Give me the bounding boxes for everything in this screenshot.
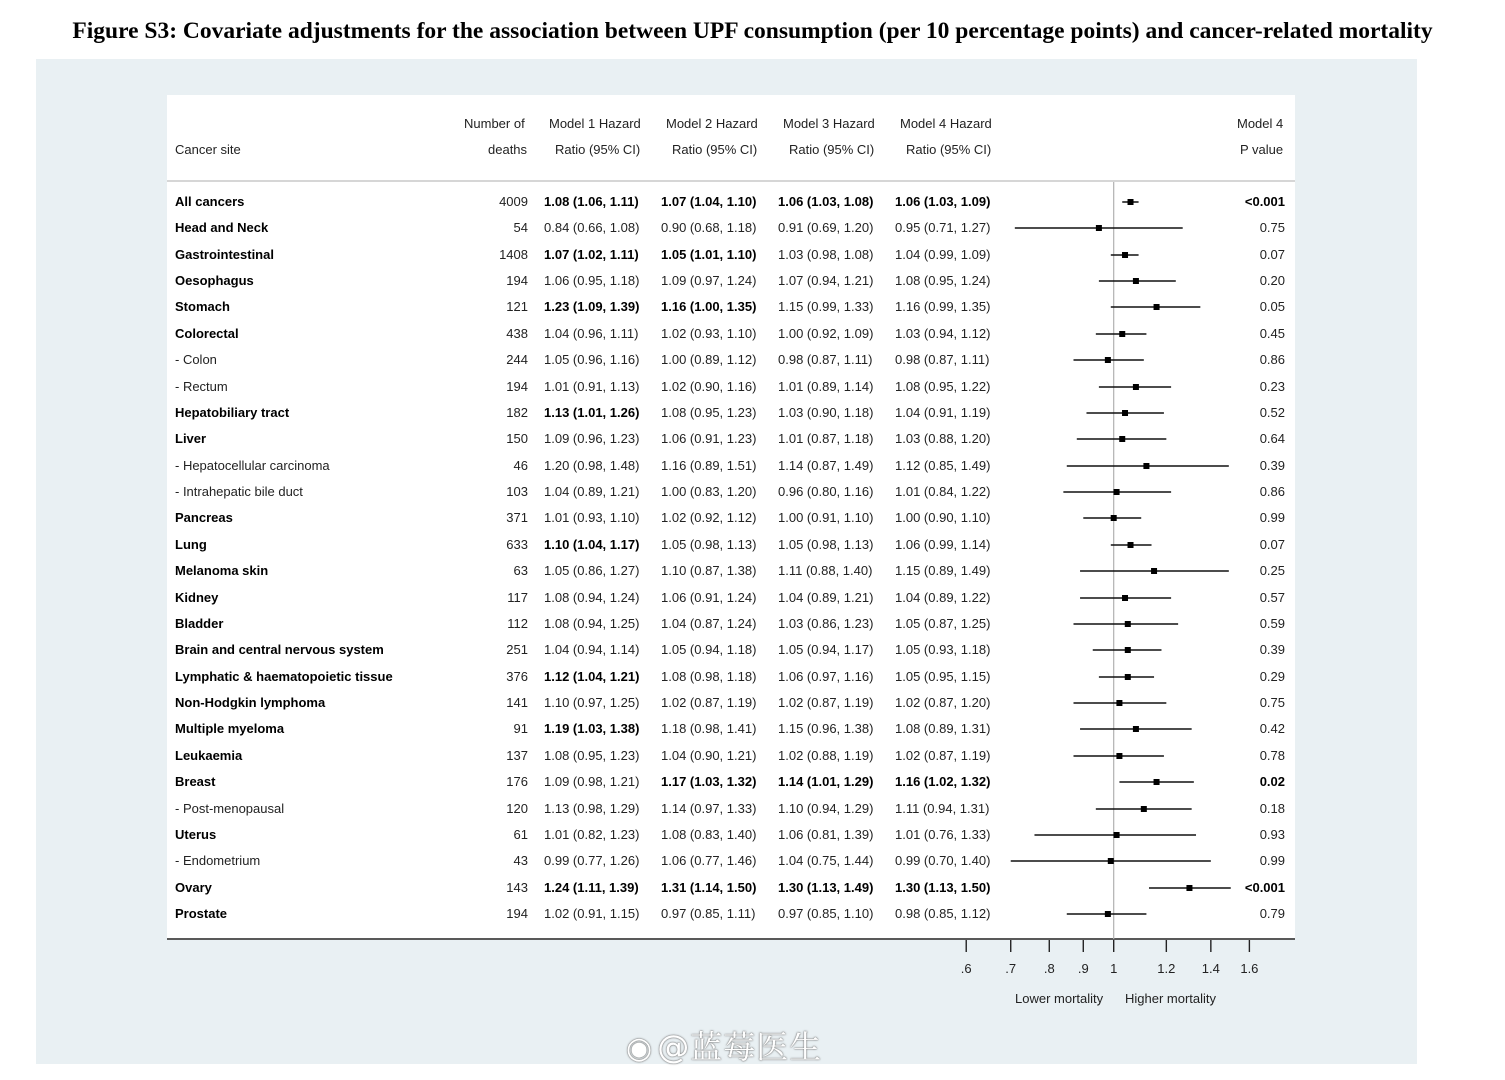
hr-point — [1186, 885, 1192, 891]
hr-point — [1108, 858, 1114, 864]
model1-hr-value: 1.10 (0.97, 1.25) — [544, 695, 640, 710]
model4-hr-value: 1.05 (0.87, 1.25) — [895, 616, 991, 631]
model2-hr-value: 1.00 (0.89, 1.12) — [661, 352, 757, 367]
model4-hr-value: 1.04 (0.91, 1.19) — [895, 405, 991, 420]
model4-hr-value: 1.02 (0.87, 1.19) — [895, 748, 991, 763]
hr-point — [1116, 753, 1122, 759]
model2-hr-value: 1.09 (0.97, 1.24) — [661, 273, 757, 288]
header-pvalue-line2: P value — [1240, 142, 1284, 157]
model4-p-value: 0.02 — [1259, 774, 1285, 789]
hr-point — [1141, 806, 1147, 812]
model4-p-value: 0.07 — [1259, 537, 1285, 552]
model4-hr-value: 1.05 (0.93, 1.18) — [895, 642, 991, 657]
model4-hr-value: 1.01 (0.84, 1.22) — [895, 484, 991, 499]
model4-hr-value: 1.01 (0.76, 1.33) — [895, 827, 991, 842]
header-model2-line2: Ratio (95% CI) — [672, 142, 758, 157]
model2-hr-value: 1.04 (0.90, 1.21) — [661, 748, 757, 763]
model4-p-value: 0.18 — [1259, 801, 1285, 816]
model1-hr-value: 1.04 (0.94, 1.14) — [544, 642, 640, 657]
hr-point — [1105, 911, 1111, 917]
hr-point — [1133, 278, 1139, 284]
hr-point — [1119, 331, 1125, 337]
model4-p-value: 0.07 — [1259, 247, 1285, 262]
hr-point — [1119, 436, 1125, 442]
hr-point — [1114, 489, 1120, 495]
model2-hr-value: 1.06 (0.91, 1.23) — [661, 431, 757, 446]
model4-hr-value: 1.08 (0.95, 1.22) — [895, 379, 991, 394]
hr-point — [1128, 199, 1134, 205]
model3-hr-value: 0.97 (0.85, 1.10) — [778, 906, 874, 921]
header-model1-line2: Ratio (95% CI) — [555, 142, 641, 157]
deaths-value: 194 — [506, 906, 528, 921]
cancer-site-label: Prostate — [175, 906, 228, 921]
model3-hr-value: 1.03 (0.90, 1.18) — [778, 405, 874, 420]
model4-p-value: 0.86 — [1259, 484, 1285, 499]
cancer-site-label: Leukaemia — [175, 748, 243, 763]
cancer-site-label: Stomach — [175, 299, 230, 314]
cancer-site-label: Bladder — [175, 616, 224, 631]
cancer-site-label: - Endometrium — [175, 853, 261, 868]
deaths-value: 194 — [506, 379, 528, 394]
model3-hr-value: 1.01 (0.89, 1.14) — [778, 379, 874, 394]
cancer-site-label: Multiple myeloma — [175, 721, 285, 736]
x-tick-label: 1.4 — [1201, 961, 1220, 976]
model4-p-value: 0.59 — [1259, 616, 1285, 631]
deaths-value: 371 — [506, 510, 528, 525]
deaths-value: 251 — [506, 642, 528, 657]
model3-hr-value: 1.15 (0.96, 1.38) — [778, 721, 874, 736]
deaths-value: 103 — [506, 484, 528, 499]
deaths-value: 61 — [513, 827, 528, 842]
cancer-site-label: Uterus — [175, 827, 217, 842]
model4-p-value: 0.75 — [1259, 220, 1285, 235]
model3-hr-value: 1.11 (0.88, 1.40) — [778, 563, 873, 578]
model4-hr-value: 0.98 (0.87, 1.11) — [895, 352, 990, 367]
deaths-value: 150 — [506, 431, 528, 446]
model2-hr-value: 1.02 (0.93, 1.10) — [661, 326, 757, 341]
deaths-value: 117 — [507, 590, 528, 605]
hr-point — [1154, 304, 1160, 310]
hr-point — [1133, 726, 1139, 732]
model2-hr-value: 1.06 (0.77, 1.46) — [661, 853, 757, 868]
model4-hr-value: 1.16 (1.02, 1.32) — [895, 774, 991, 789]
model4-p-value: <0.001 — [1244, 194, 1285, 209]
model4-p-value: 0.99 — [1259, 853, 1285, 868]
cancer-site-label: Pancreas — [175, 510, 233, 525]
model1-hr-value: 1.01 (0.82, 1.23) — [544, 827, 640, 842]
model3-hr-value: 1.10 (0.94, 1.29) — [778, 801, 874, 816]
deaths-value: 438 — [506, 326, 528, 341]
model3-hr-value: 1.05 (0.98, 1.13) — [778, 537, 874, 552]
model3-hr-value: 1.02 (0.87, 1.19) — [778, 695, 874, 710]
model2-hr-value: 1.05 (0.94, 1.18) — [661, 642, 757, 657]
model2-hr-value: 1.18 (0.98, 1.41) — [661, 721, 757, 736]
model4-hr-value: 1.04 (0.99, 1.09) — [895, 247, 991, 262]
deaths-value: 141 — [506, 695, 528, 710]
x-tick-label: .6 — [960, 961, 972, 976]
model1-hr-value: 1.13 (1.01, 1.26) — [544, 405, 640, 420]
model2-hr-value: 1.00 (0.83, 1.20) — [661, 484, 757, 499]
cancer-site-label: - Post-menopausal — [175, 801, 285, 816]
model4-hr-value: 1.04 (0.89, 1.22) — [895, 590, 991, 605]
model3-hr-value: 1.07 (0.94, 1.21) — [778, 273, 874, 288]
deaths-value: 43 — [513, 853, 528, 868]
deaths-value: 182 — [506, 405, 528, 420]
model2-hr-value: 1.02 (0.87, 1.19) — [661, 695, 757, 710]
model4-p-value: 0.39 — [1259, 642, 1285, 657]
model4-p-value: 0.25 — [1259, 563, 1285, 578]
model2-hr-value: 1.04 (0.87, 1.24) — [661, 616, 757, 631]
model4-p-value: 0.39 — [1259, 458, 1285, 473]
model1-hr-value: 1.05 (0.96, 1.16) — [544, 352, 640, 367]
deaths-value: 143 — [506, 880, 528, 895]
model4-p-value: 0.78 — [1259, 748, 1285, 763]
header-deaths-line1: Number of — [464, 116, 525, 131]
model4-p-value: 0.75 — [1259, 695, 1285, 710]
model4-p-value: 0.45 — [1259, 326, 1285, 341]
model3-hr-value: 1.06 (0.97, 1.16) — [778, 669, 874, 684]
model1-hr-value: 1.01 (0.91, 1.13) — [544, 379, 640, 394]
header-model3-line1: Model 3 Hazard — [783, 116, 875, 131]
model2-hr-value: 0.97 (0.85, 1.11) — [661, 906, 756, 921]
hr-point — [1096, 225, 1102, 231]
model3-hr-value: 1.30 (1.13, 1.49) — [778, 880, 874, 895]
model4-hr-value: 1.06 (1.03, 1.09) — [895, 194, 991, 209]
model3-hr-value: 1.00 (0.92, 1.09) — [778, 326, 874, 341]
model1-hr-value: 0.99 (0.77, 1.26) — [544, 853, 640, 868]
header-model4-line1: Model 4 Hazard — [900, 116, 992, 131]
deaths-value: 244 — [506, 352, 528, 367]
cancer-site-label: - Hepatocellular carcinoma — [175, 458, 330, 473]
model4-hr-value: 1.11 (0.94, 1.31) — [895, 801, 990, 816]
model3-hr-value: 1.14 (0.87, 1.49) — [778, 458, 874, 473]
model1-hr-value: 1.05 (0.86, 1.27) — [544, 563, 640, 578]
model4-hr-value: 1.03 (0.94, 1.12) — [895, 326, 991, 341]
model1-hr-value: 1.04 (0.89, 1.21) — [544, 484, 640, 499]
deaths-value: 376 — [506, 669, 528, 684]
hr-point — [1111, 515, 1117, 521]
cancer-site-label: Colorectal — [175, 326, 239, 341]
model3-hr-value: 1.04 (0.75, 1.44) — [778, 853, 874, 868]
deaths-value: 54 — [513, 220, 528, 235]
model3-hr-value: 0.96 (0.80, 1.16) — [778, 484, 874, 499]
model1-hr-value: 1.20 (0.98, 1.48) — [544, 458, 640, 473]
x-tick-label: .9 — [1077, 961, 1089, 976]
cancer-site-label: Oesophagus — [175, 273, 254, 288]
model1-hr-value: 1.09 (0.96, 1.23) — [544, 431, 640, 446]
model4-hr-value: 1.00 (0.90, 1.10) — [895, 510, 991, 525]
model4-hr-value: 0.95 (0.71, 1.27) — [895, 220, 991, 235]
model3-hr-value: 1.00 (0.91, 1.10) — [778, 510, 874, 525]
cancer-site-label: Melanoma skin — [175, 563, 269, 578]
deaths-value: 120 — [506, 801, 528, 816]
lower-mortality-label: Lower mortality — [1015, 991, 1104, 1006]
model4-p-value: 0.20 — [1259, 273, 1285, 288]
model1-hr-value: 1.12 (1.04, 1.21) — [544, 669, 640, 684]
model4-hr-value: 1.15 (0.89, 1.49) — [895, 563, 991, 578]
model2-hr-value: 1.08 (0.83, 1.40) — [661, 827, 757, 842]
hr-point — [1122, 252, 1128, 258]
hr-point — [1154, 779, 1160, 785]
cancer-site-label: Brain and central nervous system — [175, 642, 384, 657]
x-tick-label: 1 — [1110, 961, 1118, 976]
model1-hr-value: 1.09 (0.98, 1.21) — [544, 774, 640, 789]
model1-hr-value: 1.10 (1.04, 1.17) — [544, 537, 640, 552]
model4-p-value: 0.93 — [1259, 827, 1285, 842]
model4-p-value: 0.99 — [1259, 510, 1285, 525]
deaths-value: 633 — [506, 537, 528, 552]
model2-hr-value: 1.17 (1.03, 1.32) — [661, 774, 757, 789]
model2-hr-value: 1.31 (1.14, 1.50) — [661, 880, 757, 895]
figure-title: Figure S3: Covariate adjustments for the association between UPF consumption (per 10 percentage points) and cancer-related mortality — [72, 18, 1433, 44]
model4-hr-value: 1.16 (0.99, 1.35) — [895, 299, 991, 314]
x-tick-label: .7 — [1005, 961, 1017, 976]
deaths-value: 176 — [506, 774, 528, 789]
cancer-site-label: - Rectum — [175, 379, 228, 394]
cancer-site-label: - Intrahepatic bile duct — [175, 484, 303, 499]
header-model4-line2: Ratio (95% CI) — [906, 142, 992, 157]
model1-hr-value: 1.02 (0.91, 1.15) — [544, 906, 640, 921]
model2-hr-value: 1.05 (0.98, 1.13) — [661, 537, 757, 552]
cancer-site-label: Head and Neck — [175, 220, 269, 235]
cancer-site-label: Kidney — [175, 590, 219, 605]
x-tick-label: .8 — [1043, 961, 1055, 976]
cancer-site-label: Lung — [175, 537, 207, 552]
hr-point — [1125, 621, 1131, 627]
model4-p-value: 0.05 — [1259, 299, 1285, 314]
hr-point — [1114, 832, 1120, 838]
hr-point — [1122, 595, 1128, 601]
header-model1-line1: Model 1 Hazard — [549, 116, 641, 131]
model4-hr-value: 0.98 (0.85, 1.12) — [895, 906, 991, 921]
model1-hr-value: 1.13 (0.98, 1.29) — [544, 801, 640, 816]
model4-hr-value: 1.06 (0.99, 1.14) — [895, 537, 991, 552]
model4-p-value: 0.79 — [1259, 906, 1285, 921]
model1-hr-value: 1.08 (0.94, 1.24) — [544, 590, 640, 605]
model1-hr-value: 1.01 (0.93, 1.10) — [544, 510, 640, 525]
model2-hr-value: 1.16 (1.00, 1.35) — [661, 299, 757, 314]
model4-hr-value: 1.08 (0.95, 1.24) — [895, 273, 991, 288]
hr-point — [1122, 410, 1128, 416]
deaths-value: 46 — [513, 458, 528, 473]
higher-mortality-label: Higher mortality — [1125, 991, 1217, 1006]
model2-hr-value: 1.08 (0.95, 1.23) — [661, 405, 757, 420]
model1-hr-value: 1.24 (1.11, 1.39) — [544, 880, 639, 895]
model4-p-value: 0.23 — [1259, 379, 1285, 394]
model3-hr-value: 1.04 (0.89, 1.21) — [778, 590, 874, 605]
model1-hr-value: 1.08 (0.95, 1.23) — [544, 748, 640, 763]
hr-point — [1116, 700, 1122, 706]
cancer-site-label: Liver — [175, 431, 207, 446]
model4-p-value: 0.42 — [1259, 721, 1285, 736]
header-site: Cancer site — [175, 142, 241, 157]
model4-hr-value: 1.02 (0.87, 1.20) — [895, 695, 991, 710]
model3-hr-value: 1.15 (0.99, 1.33) — [778, 299, 874, 314]
model4-p-value: 0.29 — [1259, 669, 1285, 684]
model1-hr-value: 1.06 (0.95, 1.18) — [544, 273, 640, 288]
header-model2-line1: Model 2 Hazard — [666, 116, 758, 131]
model1-hr-value: 1.08 (0.94, 1.25) — [544, 616, 640, 631]
hr-point — [1105, 357, 1111, 363]
model4-p-value: <0.001 — [1244, 880, 1285, 895]
model2-hr-value: 1.08 (0.98, 1.18) — [661, 669, 757, 684]
model2-hr-value: 1.14 (0.97, 1.33) — [661, 801, 757, 816]
deaths-value: 91 — [513, 721, 528, 736]
hr-point — [1143, 463, 1149, 469]
model3-hr-value: 1.14 (1.01, 1.29) — [778, 774, 874, 789]
model3-hr-value: 0.91 (0.69, 1.20) — [778, 220, 874, 235]
cancer-site-label: Breast — [175, 774, 216, 789]
model1-hr-value: 1.04 (0.96, 1.11) — [544, 326, 639, 341]
watermark — [626, 1022, 822, 1068]
model2-hr-value: 1.10 (0.87, 1.38) — [661, 563, 757, 578]
model4-hr-value: 1.12 (0.85, 1.49) — [895, 458, 991, 473]
x-tick-label: 1.6 — [1240, 961, 1259, 976]
cancer-site-label: Hepatobiliary tract — [175, 405, 290, 420]
model4-p-value: 0.57 — [1259, 590, 1285, 605]
model2-hr-value: 1.02 (0.90, 1.16) — [661, 379, 757, 394]
model3-hr-value: 0.98 (0.87, 1.11) — [778, 352, 873, 367]
hr-point — [1125, 647, 1131, 653]
cancer-site-label: - Colon — [175, 352, 217, 367]
model2-hr-value: 1.05 (1.01, 1.10) — [661, 247, 757, 262]
hr-point — [1133, 384, 1139, 390]
hr-point — [1128, 542, 1134, 548]
model1-hr-value: 1.08 (1.06, 1.11) — [544, 194, 639, 209]
model3-hr-value: 1.03 (0.86, 1.23) — [778, 616, 874, 631]
model2-hr-value: 1.07 (1.04, 1.10) — [661, 194, 757, 209]
deaths-value: 112 — [507, 616, 528, 631]
cancer-site-label: All cancers — [175, 194, 245, 209]
model3-hr-value: 1.06 (0.81, 1.39) — [778, 827, 874, 842]
cancer-site-label: Ovary — [175, 880, 212, 895]
header-deaths-line2: deaths — [488, 142, 528, 157]
deaths-value: 4009 — [499, 194, 528, 209]
model4-hr-value: 0.99 (0.70, 1.40) — [895, 853, 991, 868]
header-pvalue-line1: Model 4 — [1237, 116, 1284, 131]
model2-hr-value: 1.16 (0.89, 1.51) — [661, 458, 757, 473]
hr-point — [1125, 674, 1131, 680]
cancer-site-label: Gastrointestinal — [175, 247, 274, 262]
model4-p-value: 0.52 — [1259, 405, 1285, 420]
model2-hr-value: 1.06 (0.91, 1.24) — [661, 590, 757, 605]
model1-hr-value: 1.23 (1.09, 1.39) — [544, 299, 640, 314]
weibo-icon: ◉ — [626, 1031, 654, 1066]
model1-hr-value: 1.07 (1.02, 1.11) — [544, 247, 639, 262]
deaths-value: 63 — [513, 563, 528, 578]
deaths-value: 137 — [506, 748, 528, 763]
watermark-text: @蓝莓医生 — [657, 1028, 823, 1066]
deaths-value: 121 — [506, 299, 528, 314]
model4-hr-value: 1.05 (0.95, 1.15) — [895, 669, 991, 684]
cancer-site-label: Non-Hodgkin lymphoma — [175, 695, 326, 710]
model4-p-value: 0.86 — [1259, 352, 1285, 367]
model2-hr-value: 1.02 (0.92, 1.12) — [661, 510, 757, 525]
x-tick-label: 1.2 — [1157, 961, 1176, 976]
model4-hr-value: 1.30 (1.13, 1.50) — [895, 880, 991, 895]
hr-point — [1151, 568, 1157, 574]
deaths-value: 194 — [506, 273, 528, 288]
cancer-site-label: Lymphatic & haematopoietic tissue — [175, 669, 393, 684]
model3-hr-value: 1.06 (1.03, 1.08) — [778, 194, 874, 209]
model3-hr-value: 1.03 (0.98, 1.08) — [778, 247, 874, 262]
model1-hr-value: 0.84 (0.66, 1.08) — [544, 220, 640, 235]
header-model3-line2: Ratio (95% CI) — [789, 142, 875, 157]
model4-hr-value: 1.08 (0.89, 1.31) — [895, 721, 991, 736]
model4-hr-value: 1.03 (0.88, 1.20) — [895, 431, 991, 446]
model2-hr-value: 0.90 (0.68, 1.18) — [661, 220, 757, 235]
model3-hr-value: 1.05 (0.94, 1.17) — [778, 642, 874, 657]
model3-hr-value: 1.02 (0.88, 1.19) — [778, 748, 874, 763]
model1-hr-value: 1.19 (1.03, 1.38) — [544, 721, 640, 736]
model4-p-value: 0.64 — [1259, 431, 1285, 446]
deaths-value: 1408 — [499, 247, 528, 262]
model3-hr-value: 1.01 (0.87, 1.18) — [778, 431, 874, 446]
